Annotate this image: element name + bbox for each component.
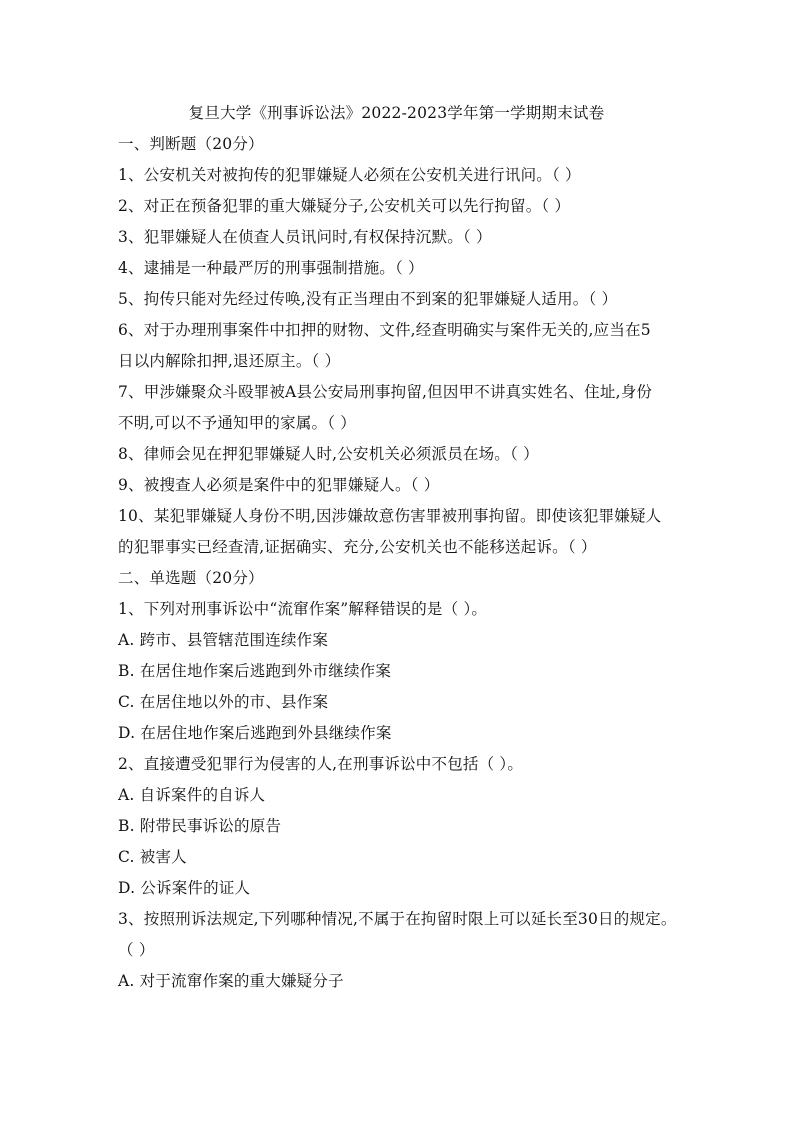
option-line: C. 被害人 bbox=[118, 848, 187, 866]
section-heading-single-choice: 二、单选题（20分） bbox=[118, 569, 264, 587]
option-line: C. 在居住地以外的市、县作案 bbox=[118, 693, 329, 711]
option-line: A. 对于流窜作案的重大嫌疑分子 bbox=[118, 972, 344, 990]
question-line: 的犯罪事实已经查清,证据确实、充分,公安机关也不能移送起诉。（ ） bbox=[118, 538, 597, 556]
question-line: 日以内解除扣押,退还原主。（ ） bbox=[118, 352, 341, 370]
section-heading-true-false: 一、判断题（20分） bbox=[118, 135, 264, 153]
option-line: B. 在居住地作案后逃跑到外市继续作案 bbox=[118, 662, 392, 680]
question-line: 3、按照刑诉法规定,下列哪种情况,不属于在拘留时限上可以延长至30日的规定。 bbox=[118, 910, 677, 928]
option-line: B. 附带民事诉讼的原告 bbox=[118, 817, 282, 835]
document-title: 复旦大学《刑事诉讼法》2022-2023学年第一学期期末试卷 bbox=[188, 104, 605, 122]
question-line: 8、律师会见在押犯罪嫌疑人时,公安机关必须派员在场。（ ） bbox=[118, 445, 539, 463]
question-line: 4、逮捕是一种最严厉的刑事强制措施。（ ） bbox=[118, 259, 424, 277]
question-line: 5、拘传只能对先经过传唤,没有正当理由不到案的犯罪嫌疑人适用。（ ） bbox=[118, 290, 618, 308]
question-line: 9、被搜查人必须是案件中的犯罪嫌疑人。（ ） bbox=[118, 476, 440, 494]
question-line: （ ） bbox=[118, 941, 155, 959]
option-line: A. 自诉案件的自诉人 bbox=[118, 786, 266, 804]
question-line: 6、对于办理刑事案件中扣押的财物、文件,经查明确实与案件无关的,应当在5 bbox=[118, 321, 651, 339]
question-line: 2、直接遭受犯罪行为侵害的人,在刑事诉讼中不包括（ ）。 bbox=[118, 755, 524, 773]
option-line: A. 跨市、县管辖范围连续作案 bbox=[118, 631, 329, 649]
question-line: 10、某犯罪嫌疑人身份不明,因涉嫌故意伤害罪被刑事拘留。即使该犯罪嫌疑人 bbox=[118, 507, 662, 525]
question-line: 1、公安机关对被拘传的犯罪嫌疑人必须在公安机关进行讯问。（ ） bbox=[118, 166, 581, 184]
question-line: 不明,可以不予通知甲的家属。（ ） bbox=[118, 414, 357, 432]
option-line: D. 公诉案件的证人 bbox=[118, 879, 251, 897]
question-line: 1、下列对刑事诉讼中“流窜作案”解释错误的是（ ）。 bbox=[118, 600, 488, 618]
question-line: 3、犯罪嫌疑人在侦查人员讯问时,有权保持沉默。（ ） bbox=[118, 228, 492, 246]
option-line: D. 在居住地作案后逃跑到外县继续作案 bbox=[118, 724, 392, 742]
question-line: 2、对正在预备犯罪的重大嫌疑分子,公安机关可以先行拘留。（ ） bbox=[118, 197, 571, 215]
question-line: 7、甲涉嫌聚众斗殴罪被A县公安局刑事拘留,但因甲不讲真实姓名、住址,身份 bbox=[118, 383, 653, 401]
